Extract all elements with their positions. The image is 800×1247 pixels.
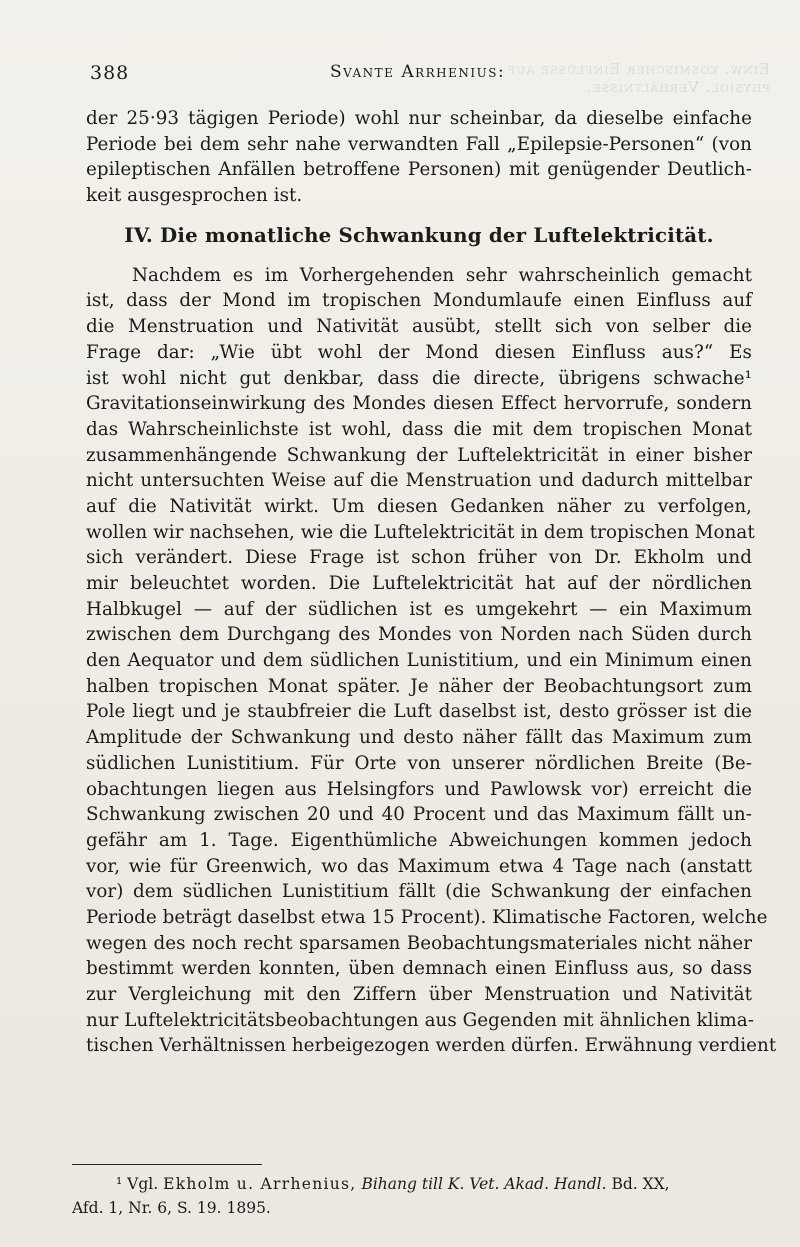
text-line: ist wohl nicht gut denkbar, dass die directe, übrigens schwache¹ (86, 367, 752, 389)
text-line: auf die Nativität wirkt. Um diesen Gedanken näher zu verfolgen, (86, 495, 752, 517)
text-line: das Wahrscheinlichste ist wohl, dass die mit dem tropischen Monat (86, 418, 752, 440)
text-line: Gravitationseinwirkung des Mondes diesen Effect hervorrufe, sondern (86, 393, 752, 415)
text-line: obachtungen liegen aus Helsingfors und Pawlowsk vor) erreicht die (86, 778, 752, 800)
text-line: Schwankung zwischen 20 und 40 Procent und das Maximum fällt un- (86, 804, 752, 826)
footnote-authors: Ekholm u. Arrhenius, (163, 1175, 357, 1193)
footnote-line: Afd. 1, Nr. 6, S. 19. 1895. (72, 1199, 271, 1217)
text-line: Periode bei dem sehr nahe verwandten Fall „Epilepsie-Personen“ (von (86, 133, 752, 155)
page-header (90, 62, 730, 92)
text-line: mir beleuchtet worden. Die Luftelektricität hat auf der nördlichen (86, 573, 752, 594)
text-line: der 25·93 tägigen Periode) wohl nur scheinbar, da dieselbe einfache (86, 108, 752, 129)
text-line: die Menstruation und Nativität ausübt, stellt sich von selber die (86, 316, 752, 338)
text-line: Halbkugel — auf der südlichen ist es umgekehrt — ein Maximum (86, 598, 752, 620)
text-line: halben tropischen Monat später. Je näher der Beobachtungsort zum (86, 675, 752, 697)
text-line: den Aequator und dem südlichen Lunistitium, und ein Minimum einen (86, 650, 752, 672)
bleed-through-text: Einw. kosmischer Einflüsse auf physiol. Verhältnisse. (506, 60, 770, 96)
text-line: sich verändert. Diese Frage ist schon früher von Dr. Ekholm und (86, 547, 752, 569)
text-line: zur Vergleichung mit den Ziffern über Menstruation und Nativität (86, 984, 752, 1005)
footnote-line (72, 1172, 752, 1196)
running-head: Svante Arrhenius: (330, 62, 506, 82)
text-line: Periode beträgt daselbst etwa 15 Procent). Klimatische Factoren, welche (86, 906, 768, 928)
text-line: zwischen dem Durchgang des Mondes von Norden nach Süden durch (86, 624, 752, 646)
footnote (72, 1172, 752, 1220)
text-line: tischen Verhältnissen herbeigezogen werden dürfen. Erwähnung verdient (86, 1035, 777, 1057)
text-line: Frage dar: „Wie übt wohl der Mond diesen Einfluss aus?“ Es (86, 341, 752, 363)
text-line: vor, wie für Greenwich, wo das Maximum etwa 4 Tage nach (anstatt (86, 855, 752, 877)
text-line: wollen wir nachsehen, wie die Luftelektricität in dem tropischen Monat (86, 521, 755, 543)
footnote-volume: Bd. XX, (611, 1175, 670, 1193)
text-line: epileptischen Anfällen betroffene Personen) mit genügender Deutlich- (86, 159, 752, 181)
text-line: Amplitude der Schwankung und desto näher fällt das Maximum zum (86, 727, 752, 749)
text-line: keit ausgesprochen ist. (86, 185, 303, 207)
footnote-lead: Vgl. (127, 1175, 159, 1193)
footnote-marker: ¹ (116, 1175, 123, 1193)
text-line: ist, dass der Mond im tropischen Mondumlaufe einen Einfluss auf (86, 290, 752, 312)
text-line: gefähr am 1. Tage. Eigenthümliche Abweichungen kommen jedoch (86, 829, 752, 851)
text-line: südlichen Lunistitium. Für Orte von unserer nördlichen Breite (Be- (86, 752, 752, 774)
footnote-divider (72, 1164, 262, 1165)
text-line: wegen des noch recht sparsamen Beobachtungsmateriales nicht näher (86, 932, 752, 954)
section-heading: IV. Die monatliche Schwankung der Luftelektricität. (124, 222, 714, 247)
text-line: nur Luftelektricitätsbeobachtungen aus Gegenden mit ähnlichen klima- (86, 1009, 754, 1031)
footnote-journal: Bihang till K. Vet. Akad. Handl. (361, 1175, 607, 1193)
text-line: nicht untersuchten Weise auf die Menstruation und dadurch mittelbar (86, 470, 752, 492)
text-line: vor) dem südlichen Lunistitium fällt (die Schwankung der einfachen (86, 881, 752, 903)
page-number: 388 (90, 62, 130, 84)
text-line: zusammenhängende Schwankung der Luftelektricität in einer bisher (86, 444, 752, 466)
text-line: Pole liegt und je staubfreier die Luft daselbst ist, desto grösser ist die (86, 701, 752, 723)
text-line: Nachdem es im Vorhergehenden sehr wahrscheinlich gemacht (132, 264, 752, 286)
text-line: bestimmt werden konnten, üben demnach einen Einfluss aus, so dass (86, 958, 752, 980)
body-text (86, 106, 777, 1059)
